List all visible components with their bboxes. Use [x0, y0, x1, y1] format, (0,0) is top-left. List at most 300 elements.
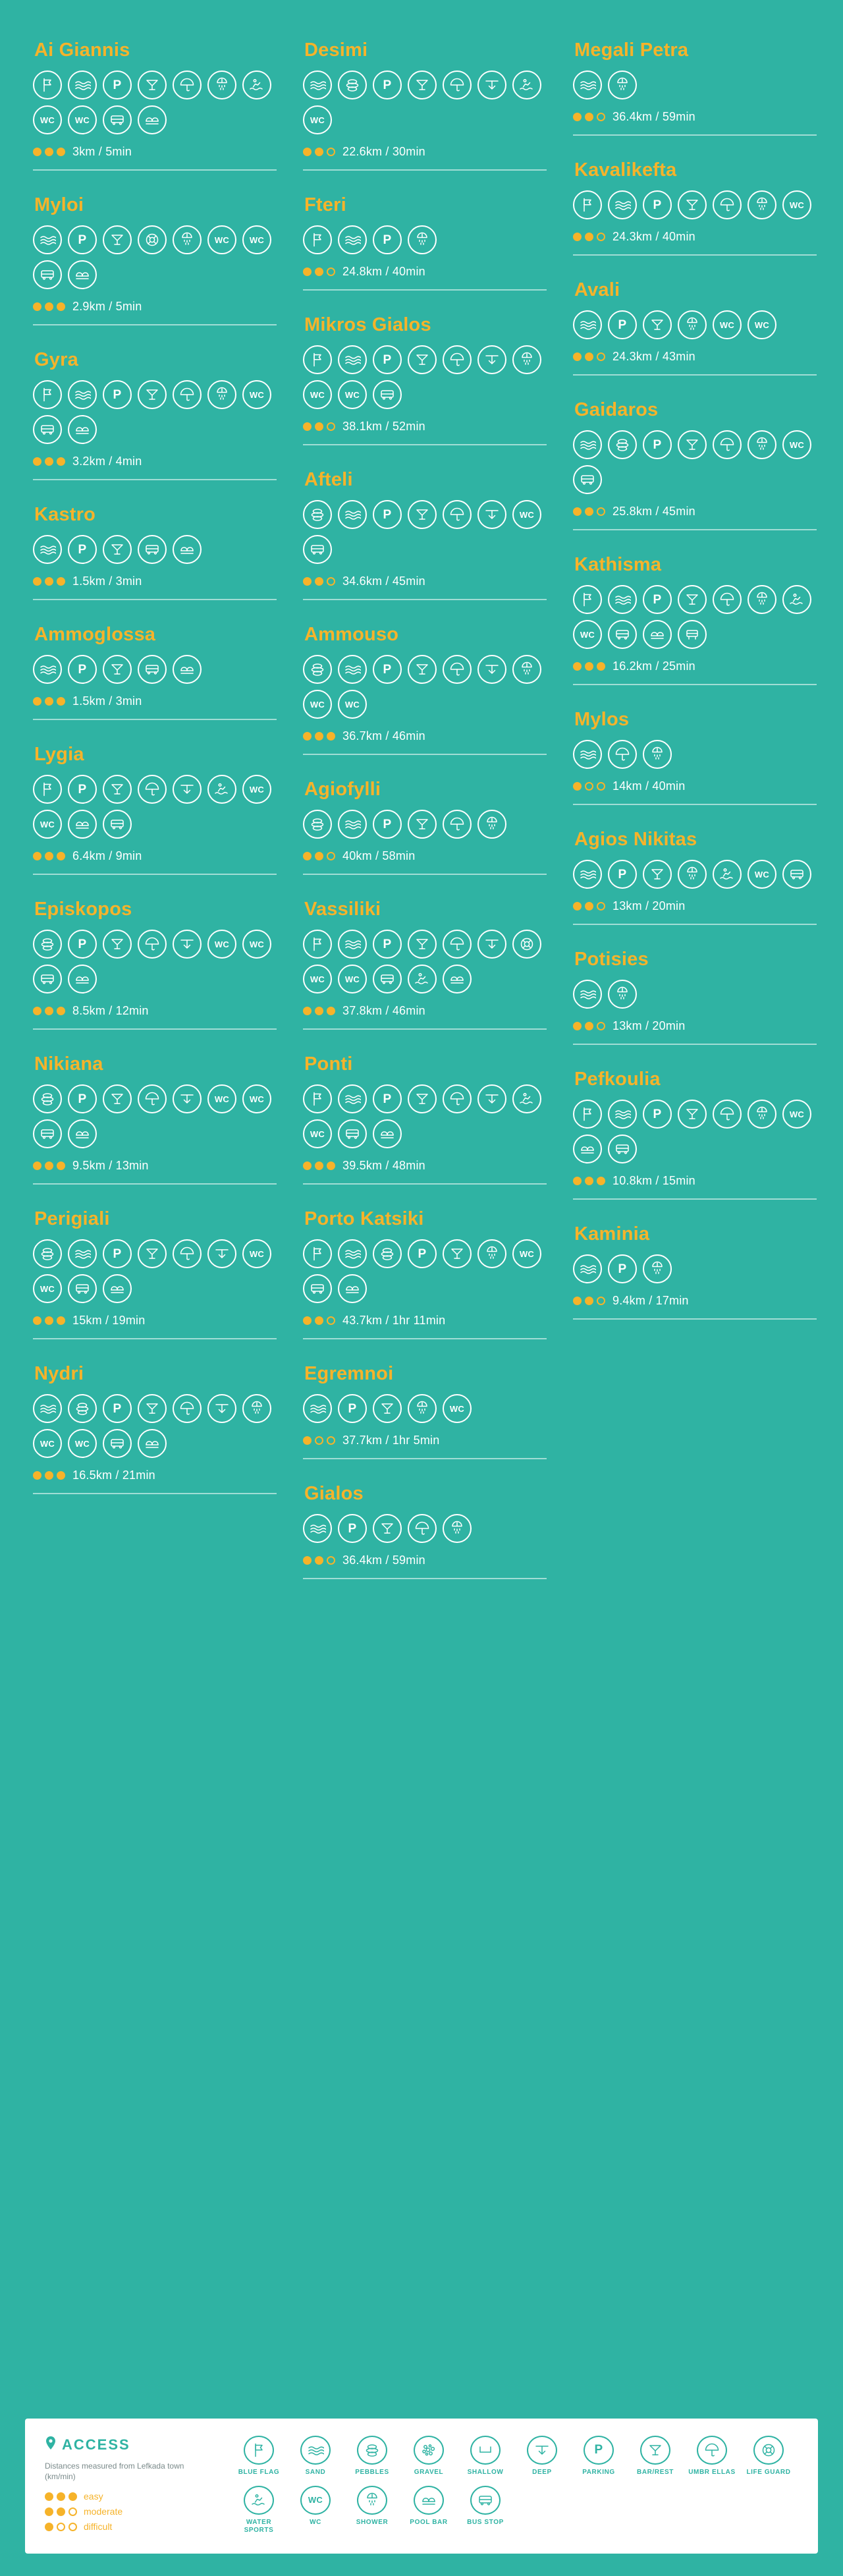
- bus-icon: [373, 380, 402, 409]
- legend-item: [743, 2436, 794, 2477]
- bar-icon: [103, 930, 132, 959]
- bar-icon: [678, 190, 707, 219]
- deep-icon: [173, 775, 202, 804]
- beach-entry[interactable]: [33, 899, 277, 1030]
- amenity-icons: [573, 70, 817, 99]
- beach-distance: 1.5km / 3min: [72, 694, 142, 708]
- divider: [33, 599, 277, 600]
- beach-name: Perigiali: [34, 1208, 110, 1229]
- beach-name: Pefkoulia: [574, 1069, 661, 1090]
- beach-entry[interactable]: [303, 469, 547, 600]
- sand-icon: [608, 585, 637, 614]
- legend-item: [290, 2486, 341, 2534]
- beach-name: Vassiliki: [304, 899, 381, 920]
- difficulty-dot: [303, 148, 312, 156]
- difficulty-dot: [45, 1162, 53, 1170]
- shower-icon: [408, 1394, 437, 1423]
- beach-meta: [303, 1432, 547, 1447]
- beach-entry[interactable]: [303, 1483, 547, 1579]
- beach-entry[interactable]: [33, 1053, 277, 1185]
- sand-icon: [300, 2436, 331, 2465]
- beach-name: Fteri: [304, 194, 346, 215]
- beach-entry[interactable]: [33, 349, 277, 480]
- divider: [33, 1493, 277, 1494]
- difficulty-dot: [585, 352, 593, 361]
- wc-icon: WC: [303, 105, 332, 134]
- wc-circle-icon: WC: [782, 430, 811, 459]
- poolbar-icon: [373, 1119, 402, 1148]
- beach-entry[interactable]: [33, 194, 277, 325]
- beach-name: Kastro: [34, 504, 96, 525]
- wc-circle-icon: WC: [512, 1239, 541, 1268]
- difficulty-dot: [33, 697, 41, 706]
- legend-right: [233, 2436, 798, 2534]
- parking-icon: P: [373, 810, 402, 839]
- divider: [303, 444, 547, 445]
- sand-icon: [338, 655, 367, 684]
- legend-item-label: WC: [310, 2518, 321, 2526]
- poolbar-icon: [68, 965, 97, 994]
- beach-entry[interactable]: [303, 899, 547, 1030]
- parking-icon: P: [608, 1254, 637, 1283]
- poolbar-icon: [173, 535, 202, 564]
- gravel-icon: [414, 2436, 444, 2465]
- beach-entry[interactable]: [573, 279, 817, 376]
- sand-icon: [303, 70, 332, 99]
- bus-stop-icon: [678, 620, 707, 649]
- wc-circle-icon: WC: [713, 310, 742, 339]
- legend-item-label: UMBR ELLAS: [688, 2468, 736, 2476]
- wc-circle-icon: WC: [303, 380, 332, 409]
- legend-item: [290, 2436, 341, 2477]
- difficulty-dots: [33, 1316, 65, 1325]
- sand-icon: [338, 345, 367, 374]
- beach-entry[interactable]: [303, 779, 547, 875]
- bar-icon: [678, 1100, 707, 1129]
- flag-icon: [573, 585, 602, 614]
- beach-entry[interactable]: [573, 554, 817, 685]
- beach-distance: 36.7km / 46min: [342, 729, 425, 742]
- difficulty-dot: [585, 113, 593, 121]
- deep-icon: [173, 1084, 202, 1113]
- legend-item-label: PEBBLES: [355, 2468, 389, 2476]
- water-sports-icon: [244, 2486, 274, 2515]
- legend-item: [346, 2436, 398, 2477]
- difficulty-dots: [303, 1556, 335, 1565]
- amenity-icons: [573, 980, 817, 1009]
- wc-icon: WC: [242, 930, 271, 959]
- beach-name: Lygia: [34, 744, 84, 765]
- difficulty-dots: [33, 1471, 65, 1480]
- divider: [573, 374, 817, 376]
- amenity-icons: [573, 1254, 817, 1283]
- legend-panel: [25, 2419, 818, 2554]
- amenity-icons: [573, 860, 817, 889]
- difficulty-dot: [303, 1316, 312, 1325]
- beach-name: Gaidaros: [574, 399, 659, 420]
- difficulty-dot: [57, 2523, 65, 2531]
- umbrella-icon: [173, 1239, 202, 1268]
- legend-difficulty-label: difficult: [84, 2521, 113, 2532]
- divider: [573, 1318, 817, 1320]
- beach-distance: 16.5km / 21min: [72, 1469, 155, 1482]
- wc-icon: WC: [242, 225, 271, 254]
- difficulty-dot: [327, 1007, 335, 1015]
- difficulty-dot: [573, 662, 582, 671]
- divider: [33, 719, 277, 720]
- beach-distance: 13km / 20min: [612, 1019, 686, 1032]
- legend-icon-grid: [233, 2436, 798, 2534]
- pebbles-icon: [303, 500, 332, 529]
- difficulty-dot: [573, 352, 582, 361]
- beach-entry[interactable]: [303, 1363, 547, 1459]
- sand-icon: [338, 810, 367, 839]
- divider: [33, 479, 277, 480]
- difficulty-dot: [45, 148, 53, 156]
- difficulty-dots: [303, 1007, 335, 1015]
- difficulty-dot: [68, 2492, 77, 2501]
- beach-name: Kaminia: [574, 1223, 650, 1245]
- sand-icon: [338, 500, 367, 529]
- difficulty-dot: [597, 1177, 605, 1185]
- difficulty-dot: [303, 1162, 312, 1170]
- amenity-icons: [573, 310, 817, 339]
- amenity-icons: [33, 930, 277, 994]
- bus-icon: [33, 965, 62, 994]
- beach-entry[interactable]: [573, 1069, 817, 1200]
- difficulty-dot: [327, 852, 335, 860]
- beach-entry[interactable]: [573, 159, 817, 256]
- difficulty-dot: [327, 1556, 335, 1565]
- difficulty-dot: [315, 1556, 323, 1565]
- divider: [303, 1578, 547, 1579]
- difficulty-dot: [597, 233, 605, 241]
- difficulty-dots: [303, 267, 335, 276]
- amenity-icons: [573, 430, 817, 494]
- parking-icon: P: [68, 775, 97, 804]
- umbrella-icon: [408, 1514, 437, 1543]
- sand-icon: [338, 1239, 367, 1268]
- difficulty-dot: [45, 2492, 53, 2501]
- divider: [573, 924, 817, 925]
- beach-entry[interactable]: [303, 1053, 547, 1185]
- difficulty-dots: [303, 732, 335, 741]
- difficulty-dot: [45, 2523, 53, 2531]
- parking-icon: P: [373, 345, 402, 374]
- legend-item: [573, 2436, 624, 2477]
- bar-icon: [408, 930, 437, 959]
- difficulty-dot: [57, 1316, 65, 1325]
- divider: [303, 1183, 547, 1185]
- beach-distance: 43.7km / 1hr 11min: [342, 1314, 446, 1327]
- umbrella-icon: [443, 655, 472, 684]
- sand-icon: [573, 430, 602, 459]
- parking-icon: P: [338, 1514, 367, 1543]
- beach-distance: 15km / 19min: [72, 1314, 146, 1327]
- difficulty-dot: [57, 2507, 65, 2516]
- difficulty-dot: [315, 1007, 323, 1015]
- bus-icon: [608, 1134, 637, 1163]
- parking-icon: P: [373, 655, 402, 684]
- wc-circle-icon: WC: [748, 860, 776, 889]
- difficulty-dot: [45, 1007, 53, 1015]
- pebbles-icon: [357, 2436, 387, 2465]
- wc-circle-icon: WC: [207, 225, 236, 254]
- flag-icon: [303, 1084, 332, 1113]
- legend-item: [460, 2436, 511, 2477]
- divider: [33, 169, 277, 171]
- wc-circle-icon: WC: [303, 690, 332, 719]
- pebbles-icon: [303, 655, 332, 684]
- wc-icon: WC: [338, 690, 367, 719]
- beach-name: Ai Giannis: [34, 40, 130, 61]
- difficulty-dot: [573, 782, 582, 791]
- sand-icon: [338, 1084, 367, 1113]
- bar-icon: [678, 430, 707, 459]
- parking-icon: P: [373, 1084, 402, 1113]
- divider: [573, 529, 817, 530]
- beach-column: [33, 40, 277, 1518]
- shower-icon: [512, 655, 541, 684]
- beach-entry[interactable]: [573, 709, 817, 805]
- difficulty-dot: [57, 577, 65, 586]
- amenity-icons: [33, 225, 277, 289]
- beach-entry[interactable]: [33, 624, 277, 720]
- wc-icon: WC: [242, 380, 271, 409]
- divider: [33, 874, 277, 875]
- difficulty-dot: [303, 577, 312, 586]
- beach-name: Kavalikefta: [574, 159, 677, 181]
- beach-entry[interactable]: [33, 1363, 277, 1494]
- flag-icon: [303, 345, 332, 374]
- deep-icon: [477, 500, 506, 529]
- difficulty-dots: [303, 852, 335, 860]
- bus-icon: [33, 1119, 62, 1148]
- amenity-icons: [303, 500, 547, 564]
- bar-icon: [103, 775, 132, 804]
- legend-item: [233, 2486, 285, 2534]
- pebbles-icon: [373, 1239, 402, 1268]
- beach-distance: 37.8km / 46min: [342, 1004, 425, 1017]
- deep-icon: [477, 930, 506, 959]
- difficulty-dot: [33, 1471, 41, 1480]
- amenity-icons: [573, 740, 817, 769]
- beach-entry[interactable]: [303, 40, 547, 171]
- amenity-icons: [33, 380, 277, 444]
- beach-meta: [33, 144, 277, 159]
- pebbles-icon: [608, 430, 637, 459]
- difficulty-dot: [597, 662, 605, 671]
- difficulty-dot: [303, 852, 312, 860]
- shower-icon: [748, 1100, 776, 1129]
- amenity-icons: [303, 655, 547, 719]
- bar-icon: [373, 1514, 402, 1543]
- deep-icon: [477, 345, 506, 374]
- legend-item: [233, 2436, 285, 2477]
- wc-circle-icon: WC: [33, 1429, 62, 1458]
- umbrella-icon: [713, 585, 742, 614]
- difficulty-dot: [597, 507, 605, 516]
- beach-distance: 34.6km / 45min: [342, 574, 425, 588]
- beach-meta: [303, 418, 547, 434]
- parking-icon: P: [373, 70, 402, 99]
- bus-icon: [138, 655, 167, 684]
- beach-distance: 13km / 20min: [612, 899, 686, 912]
- bar-icon: [103, 225, 132, 254]
- beach-meta: [573, 349, 817, 364]
- difficulty-dot: [57, 457, 65, 466]
- beach-entry[interactable]: [303, 314, 547, 445]
- beach-name: Nikiana: [34, 1053, 103, 1075]
- difficulty-dot: [597, 352, 605, 361]
- beach-name: Egremnoi: [304, 1363, 394, 1384]
- beach-name: Megali Petra: [574, 40, 689, 61]
- umbrella-icon: [138, 775, 167, 804]
- bus-icon: [373, 965, 402, 994]
- beach-meta: [573, 1173, 817, 1188]
- difficulty-dots: [33, 697, 65, 706]
- beach-entry[interactable]: [573, 949, 817, 1045]
- divider: [573, 684, 817, 685]
- sand-icon: [573, 980, 602, 1009]
- beach-entry[interactable]: [303, 624, 547, 755]
- bus-icon: [33, 415, 62, 444]
- difficulty-dot: [303, 1007, 312, 1015]
- umbrella-icon: [443, 70, 472, 99]
- beach-name: Mikros Gialos: [304, 314, 431, 335]
- shower-icon: [643, 740, 672, 769]
- poolbar-icon: [138, 105, 167, 134]
- difficulty-dot: [57, 302, 65, 311]
- difficulty-dot: [327, 577, 335, 586]
- difficulty-dot: [45, 1471, 53, 1480]
- beach-name: Potisies: [574, 949, 649, 970]
- bar-icon: [643, 310, 672, 339]
- difficulty-dots: [33, 302, 65, 311]
- difficulty-dot: [315, 148, 323, 156]
- beach-columns: [33, 40, 810, 1603]
- legend-item-label: SHALLOW: [467, 2468, 504, 2476]
- beach-entry[interactable]: [573, 1223, 817, 1320]
- difficulty-dot: [315, 852, 323, 860]
- beach-name: Ammouso: [304, 624, 399, 645]
- flag-icon: [303, 1239, 332, 1268]
- amenity-icons: [303, 1084, 547, 1148]
- beach-name: Agiofylli: [304, 779, 381, 800]
- difficulty-dot: [303, 1556, 312, 1565]
- flag-icon: [303, 225, 332, 254]
- deep-icon: [207, 1239, 236, 1268]
- beach-entry[interactable]: [573, 399, 817, 530]
- difficulty-dots: [573, 233, 605, 241]
- beach-meta: [33, 453, 277, 468]
- beach-entry[interactable]: [573, 829, 817, 925]
- amenity-icons: [33, 655, 277, 684]
- difficulty-dots: [573, 662, 605, 671]
- divider: [303, 599, 547, 600]
- wc-circle-icon: WC: [443, 1394, 472, 1423]
- beach-distance: 8.5km / 12min: [72, 1004, 149, 1017]
- beach-distance: 9.4km / 17min: [612, 1294, 689, 1307]
- umbrella-icon: [713, 190, 742, 219]
- parking-icon: P: [608, 310, 637, 339]
- bar-icon: [103, 655, 132, 684]
- beach-entry[interactable]: [303, 1208, 547, 1339]
- difficulty-dots: [303, 577, 335, 586]
- beach-entry[interactable]: [33, 40, 277, 171]
- beach-meta: [303, 573, 547, 588]
- beach-entry[interactable]: [33, 1208, 277, 1339]
- shower-icon: [748, 430, 776, 459]
- beach-entry[interactable]: [33, 504, 277, 600]
- beach-distance: 3.2km / 4min: [72, 455, 142, 468]
- beach-name: Gyra: [34, 349, 78, 370]
- parking-icon: P: [338, 1394, 367, 1423]
- difficulty-dot: [45, 2507, 53, 2516]
- beach-meta: [573, 658, 817, 673]
- difficulty-dots: [573, 782, 605, 791]
- umbrella-icon: [608, 740, 637, 769]
- parking-icon: P: [103, 70, 132, 99]
- wc-circle-icon: WC: [782, 190, 811, 219]
- wc-circle-icon: WC: [207, 930, 236, 959]
- parking-icon: P: [68, 1084, 97, 1113]
- legend-item: [516, 2436, 568, 2477]
- beach-distance: 16.2km / 25min: [612, 659, 695, 673]
- beach-column: [573, 40, 817, 1343]
- flag-icon: [244, 2436, 274, 2465]
- bus-icon: [470, 2486, 501, 2515]
- legend-title: [45, 2436, 216, 2454]
- location-pin-icon: [45, 2436, 57, 2454]
- difficulty-dots: [303, 1316, 335, 1325]
- beach-entry[interactable]: [573, 40, 817, 136]
- poolbar-icon: [338, 1274, 367, 1303]
- difficulty-dot: [315, 1436, 323, 1445]
- legend-item-label: BAR/REST: [637, 2468, 674, 2476]
- difficulty-dot: [585, 507, 593, 516]
- shower-icon: [357, 2486, 387, 2515]
- beach-name: Porto Katsiki: [304, 1208, 424, 1229]
- bar-icon: [408, 810, 437, 839]
- parking-icon: P: [643, 585, 672, 614]
- deep-icon: [207, 1394, 236, 1423]
- parking-icon: P: [608, 860, 637, 889]
- beach-entry[interactable]: [303, 194, 547, 291]
- difficulty-dot: [45, 457, 53, 466]
- beach-entry[interactable]: [33, 744, 277, 875]
- parking-icon: P: [373, 930, 402, 959]
- difficulty-dot: [33, 148, 41, 156]
- bar-icon: [138, 70, 167, 99]
- difficulty-dot: [573, 1022, 582, 1030]
- legend-difficulty-row: [45, 2491, 216, 2502]
- sand-icon: [33, 535, 62, 564]
- legend-item-label: PARKING: [582, 2468, 615, 2476]
- divider: [303, 1458, 547, 1459]
- beach-meta: [303, 728, 547, 743]
- difficulty-dot: [57, 852, 65, 860]
- amenity-icons: [573, 585, 817, 649]
- poolbar-icon: [103, 1274, 132, 1303]
- amenity-icons: [303, 1394, 547, 1423]
- legend-item: [403, 2486, 454, 2534]
- pebbles-icon: [303, 810, 332, 839]
- amenity-icons: [33, 1239, 277, 1303]
- umbrella-icon: [443, 500, 472, 529]
- beach-name: Nydri: [34, 1363, 84, 1384]
- beach-name: Agios Nikitas: [574, 829, 697, 850]
